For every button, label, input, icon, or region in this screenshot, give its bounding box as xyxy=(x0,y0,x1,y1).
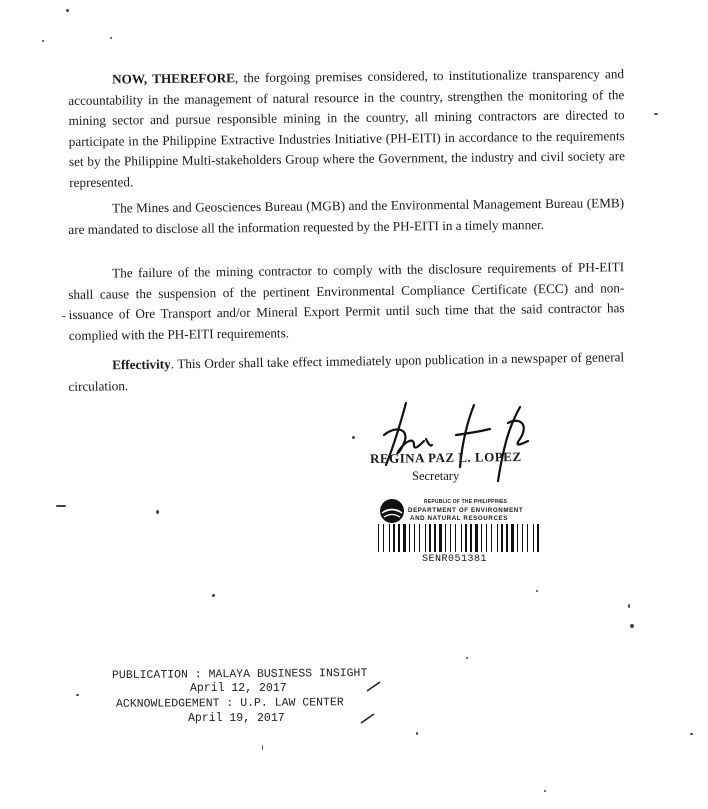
barcode-bar xyxy=(383,524,384,552)
denr-logo-icon xyxy=(378,498,406,524)
scan-speck xyxy=(66,9,69,12)
scan-speck xyxy=(654,113,658,115)
barcode-bar xyxy=(455,524,456,552)
scan-speck xyxy=(42,40,44,42)
barcode-bar xyxy=(537,524,539,552)
publication-line: PUBLICATION : MALAYA BUSINESS INSIGHT xyxy=(111,666,368,683)
barcode-bar xyxy=(465,524,467,552)
stamp-department-text: DEPARTMENT OF ENVIRONMENT xyxy=(408,507,524,514)
barcode-bar xyxy=(429,524,431,552)
barcode-bar xyxy=(445,524,446,552)
signatory-name: REGINA PAZ L. LOPEZ xyxy=(369,448,522,467)
barcode xyxy=(376,524,546,554)
barcode-code: SENR051381 xyxy=(422,554,488,565)
barcode-bar xyxy=(439,524,442,552)
barcode-bar xyxy=(501,524,503,552)
barcode-bar xyxy=(533,524,534,552)
scan-speck xyxy=(110,37,112,39)
scan-speck xyxy=(62,316,66,317)
scan-speck xyxy=(76,694,79,696)
barcode-bar xyxy=(517,524,518,552)
acknowledgement-date: April 19, 2017 xyxy=(188,712,285,725)
handwritten-signature xyxy=(370,395,550,490)
barcode-bar xyxy=(511,524,514,552)
paragraph-effectivity xyxy=(68,347,625,397)
stamp-resources-text: AND NATURAL RESOURCES xyxy=(410,515,508,522)
barcode-bar xyxy=(398,524,400,552)
barcode-bar xyxy=(414,524,415,552)
scan-speck xyxy=(690,733,693,735)
scan-speck xyxy=(212,594,215,597)
checkmark-icon xyxy=(366,680,382,692)
barcode-bar xyxy=(527,524,528,552)
signature-block xyxy=(360,395,560,505)
scan-speck xyxy=(262,745,263,750)
paragraph-mgb-emb: The Mines and Geosciences Bureau (MGB) and the Environmental Management Bureau (EMB) are mandated to disclose all the information requested by the PH-EITI in a timely manner. xyxy=(68,195,625,237)
barcode-bar xyxy=(481,524,482,552)
barcode-bar xyxy=(486,524,487,552)
barcode-bar xyxy=(450,524,451,552)
barcode-bar xyxy=(393,524,395,552)
denr-stamp xyxy=(376,496,548,568)
scan-speck xyxy=(466,657,468,659)
scan-speck xyxy=(416,732,418,735)
scan-speck xyxy=(536,590,538,592)
barcode-bar xyxy=(491,524,492,552)
barcode-bar xyxy=(378,524,379,552)
barcode-bar xyxy=(389,524,390,552)
acknowledgement-line: ACKNOWLEDGEMENT : U.P. LAW CENTER xyxy=(115,696,344,711)
barcode-bar xyxy=(497,524,498,552)
publication-date: April 12, 2017 xyxy=(190,682,287,695)
barcode-bar xyxy=(461,524,462,552)
scan-speck xyxy=(156,510,159,514)
barcode-bar xyxy=(475,524,478,552)
paragraph-now-therefore-body: , the forgoing premises considered, to institutionalize transparency and accountability in the management of natural resource in the country, strengthen the monitoring of the mining sector and pursue responsible mining in the country, all mining contractors are directed to participate in the Philippine Extractive Industries Initiative (PH-EITI) in accordance to the requirements set by the Philippine Multi-stakeholders Group where the Government, the industry and civil society are represented. xyxy=(68,66,626,190)
checkmark-icon xyxy=(360,712,376,724)
barcode-bar xyxy=(506,524,508,552)
barcode-bar xyxy=(409,524,410,552)
paragraph-effectivity-body: . This Order shall take effect immediately upon publication in a newspaper of general circulation. xyxy=(68,349,625,394)
lead-effectivity: Effectivity xyxy=(112,356,171,373)
stamp-republic-text: REPUBLIC OF THE PHILIPPINES xyxy=(424,499,508,505)
scan-speck xyxy=(630,624,634,628)
barcode-bar xyxy=(434,524,436,552)
barcode-bar xyxy=(425,524,426,552)
scan-speck xyxy=(352,436,355,439)
barcode-bar xyxy=(522,524,523,552)
paragraph-failure-to-comply: The failure of the mining contractor to comply with the disclosure requirements of PH-EITI shall cause the suspension of the pertinent Environmental Compliance Certificate (ECC) and non-issuance of Ore Transport and/or Mineral Export Permit until such time that the said contractor has complied with the PH-EITI requirements. xyxy=(68,259,625,343)
scan-speck xyxy=(628,604,630,608)
barcode-bar xyxy=(419,524,420,552)
barcode-bar xyxy=(403,524,406,552)
barcode-bar xyxy=(470,524,472,552)
scan-speck xyxy=(56,505,66,507)
paragraph-now-therefore xyxy=(68,64,625,193)
lead-now-therefore: NOW, THEREFORE xyxy=(112,70,236,87)
signatory-title: Secretary xyxy=(412,469,460,483)
scan-speck xyxy=(544,790,546,792)
